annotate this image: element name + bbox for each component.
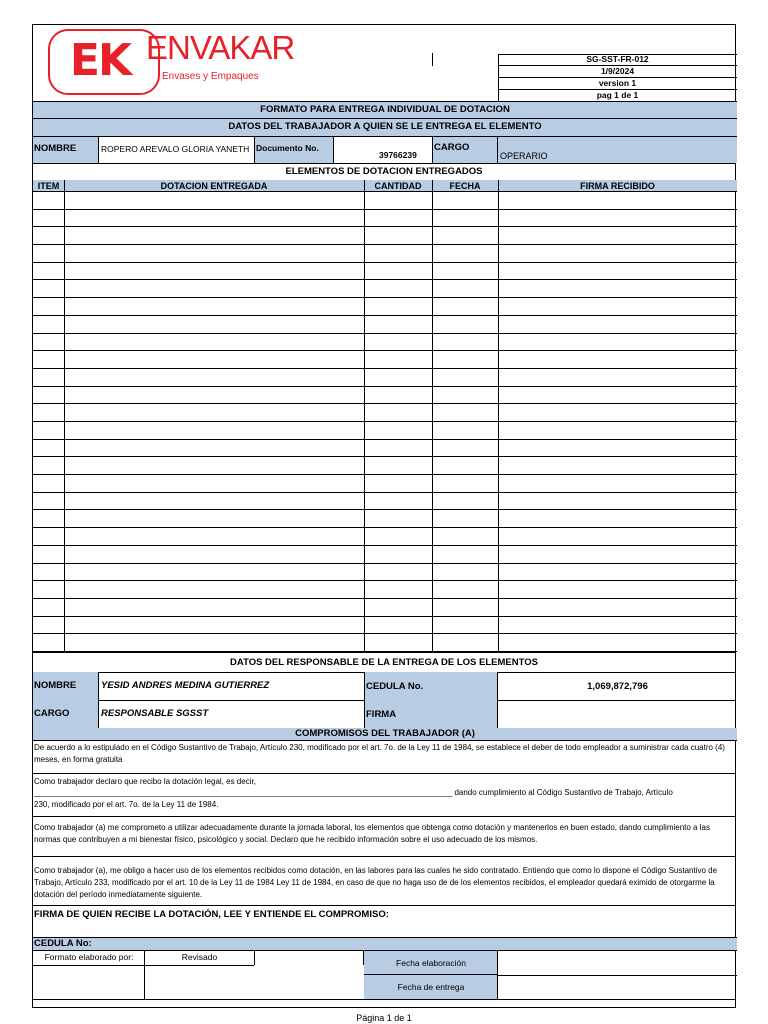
header-column-divider bbox=[364, 180, 365, 192]
table-cell-divider bbox=[432, 564, 433, 581]
table-cell-divider bbox=[498, 528, 499, 545]
doc-date: 1/9/2024 bbox=[600, 66, 635, 76]
commitment-paragraph-3: Como trabajador (a) me comprometo a utilizar adecuadamente durante la jornada laboral, los elementos que obtenga como dotación y mantenerlos en buen estado, dando cumplimiento a las normas que contribuyen a mi bienestar físico, psicológico y social. Declaro que he recibido información sobre el uso adecuado de los mismos. bbox=[34, 823, 710, 844]
table-cell-divider bbox=[432, 634, 433, 651]
table-cell-divider bbox=[364, 280, 365, 297]
table-row bbox=[33, 528, 737, 546]
table-cell-divider bbox=[364, 475, 365, 492]
table-cell-divider bbox=[64, 263, 65, 280]
table-row bbox=[33, 546, 737, 564]
commitment-paragraph-4: Como trabajador (a), me obligo a hacer uso de los elementos recibidos como dotación, en las labores para las cuales he sido contratado. Entiendo que como lo dispone el Código Sustantivo de Trabajo, Artículo 233, modificado por el art. 10 de la Ley 11 de 1984 Ley 11 de 1984, en caso de que no haga uso de de los elementos recibidos, el empleador quedará eximido de otorgarme la dotación del período inmediatamente siguiente. bbox=[34, 866, 718, 899]
table-row bbox=[33, 564, 737, 582]
table-cell-divider bbox=[364, 617, 365, 634]
table-cell-divider bbox=[364, 457, 365, 474]
col-header-firma: FIRMA RECIBIDO bbox=[580, 181, 655, 191]
table-cell-divider bbox=[498, 263, 499, 280]
table-cell-divider bbox=[364, 564, 365, 581]
table-cell-divider bbox=[498, 334, 499, 351]
table-row bbox=[33, 280, 737, 298]
table-cell-divider bbox=[432, 422, 433, 439]
table-cell-divider bbox=[64, 510, 65, 527]
table-cell-divider bbox=[498, 316, 499, 333]
table-cell-divider bbox=[64, 351, 65, 368]
table-cell-divider bbox=[364, 245, 365, 262]
header-column-divider bbox=[498, 180, 499, 192]
commitment-paragraph-2-line-1: Como trabajador declaro que recibo la dotación legal, es decir, bbox=[34, 777, 256, 786]
table-cell-divider bbox=[364, 227, 365, 244]
table-row bbox=[33, 581, 737, 599]
table-cell-divider bbox=[64, 457, 65, 474]
col-header-dotacion: DOTACION ENTREGADA bbox=[160, 181, 268, 191]
table-row bbox=[33, 510, 737, 528]
table-cell-divider bbox=[64, 192, 65, 209]
table-cell-divider bbox=[498, 510, 499, 527]
table-row bbox=[33, 245, 737, 263]
table-row bbox=[33, 422, 737, 440]
reviewed-signature-cell bbox=[254, 951, 364, 965]
form-title: FORMATO PARA ENTREGA INDIVIDUAL DE DOTACION bbox=[260, 104, 510, 115]
date-prepared-label: Fecha elaboración bbox=[396, 958, 466, 968]
table-cell-divider bbox=[364, 634, 365, 651]
commitment-paragraph-2-line-3: 230, modificado por el art. 7o. de la Ley 11 de 1984. bbox=[34, 800, 219, 809]
col-header-item: ITEM bbox=[37, 181, 60, 191]
table-cell-divider bbox=[432, 493, 433, 510]
resp-name-label: NOMBRE bbox=[34, 680, 77, 691]
resp-id-label: CEDULA No. bbox=[366, 681, 424, 692]
table-cell-divider bbox=[432, 316, 433, 333]
table-row bbox=[33, 192, 737, 210]
table-cell-divider bbox=[432, 280, 433, 297]
table-row bbox=[33, 493, 737, 511]
table-cell-divider bbox=[498, 210, 499, 227]
table-row bbox=[33, 210, 737, 228]
table-cell-divider bbox=[498, 351, 499, 368]
table-cell-divider bbox=[498, 387, 499, 404]
worker-role-value: OPERARIO bbox=[500, 151, 548, 161]
table-cell-divider bbox=[64, 210, 65, 227]
brand-name: ENVAKAR bbox=[146, 29, 295, 66]
table-row bbox=[33, 298, 737, 316]
table-cell-divider bbox=[64, 475, 65, 492]
resp-role-label: CARGO bbox=[34, 708, 70, 719]
header-divider bbox=[432, 53, 433, 66]
resp-role-value: RESPONSABLE SGSST bbox=[101, 708, 209, 719]
table-cell-divider bbox=[64, 387, 65, 404]
header-column-divider bbox=[432, 180, 433, 192]
table-cell-divider bbox=[498, 422, 499, 439]
table-cell-divider bbox=[498, 245, 499, 262]
table-cell-divider bbox=[432, 510, 433, 527]
table-cell-divider bbox=[498, 564, 499, 581]
table-cell-divider bbox=[498, 599, 499, 616]
table-cell-divider bbox=[498, 457, 499, 474]
table-cell-divider bbox=[498, 280, 499, 297]
worker-section-title: DATOS DEL TRABAJADOR A QUIEN SE LE ENTREGA EL ELEMENTO bbox=[228, 121, 542, 132]
table-cell-divider bbox=[364, 263, 365, 280]
reviewed-label: Revisado bbox=[181, 952, 218, 962]
table-cell-divider bbox=[498, 440, 499, 457]
table-cell-divider bbox=[64, 564, 65, 581]
table-row bbox=[33, 475, 737, 493]
table-row bbox=[33, 351, 737, 369]
table-cell-divider bbox=[364, 528, 365, 545]
table-row bbox=[33, 457, 737, 475]
table-cell-divider bbox=[432, 440, 433, 457]
table-cell-divider bbox=[432, 546, 433, 563]
table-row bbox=[33, 316, 737, 334]
table-cell-divider bbox=[498, 617, 499, 634]
items-section-title: ELEMENTOS DE DOTACION ENTREGADOS bbox=[285, 166, 483, 177]
col-header-fecha: FECHA bbox=[449, 181, 481, 191]
resp-signature-label: FIRMA bbox=[366, 709, 397, 720]
col-header-cantidad: CANTIDAD bbox=[374, 181, 422, 191]
table-cell-divider bbox=[498, 493, 499, 510]
table-cell-divider bbox=[432, 457, 433, 474]
header-column-divider bbox=[64, 180, 65, 192]
table-cell-divider bbox=[432, 475, 433, 492]
table-cell-divider bbox=[432, 298, 433, 315]
footer-page-number: Página 1 de 1 bbox=[356, 1013, 412, 1023]
table-cell-divider bbox=[498, 634, 499, 651]
table-cell-divider bbox=[364, 210, 365, 227]
table-cell-divider bbox=[364, 581, 365, 598]
table-cell-divider bbox=[432, 369, 433, 386]
table-cell-divider bbox=[364, 404, 365, 421]
table-cell-divider bbox=[498, 581, 499, 598]
table-cell-divider bbox=[64, 422, 65, 439]
table-cell-divider bbox=[64, 546, 65, 563]
table-cell-divider bbox=[432, 404, 433, 421]
table-row bbox=[33, 440, 737, 458]
table-cell-divider bbox=[364, 510, 365, 527]
table-cell-divider bbox=[432, 528, 433, 545]
table-cell-divider bbox=[498, 475, 499, 492]
commitment-paragraph-2-line-2: ______________________________________________________________________________________________ dando cumplimiento al Código Sustantivo de Trabajo, Artículo bbox=[34, 788, 673, 797]
table-cell-divider bbox=[432, 210, 433, 227]
table-row bbox=[33, 387, 737, 405]
recipient-id-label: CEDULA No: bbox=[34, 938, 92, 949]
table-cell-divider bbox=[64, 493, 65, 510]
main-title-band bbox=[33, 101, 737, 119]
table-cell-divider bbox=[432, 263, 433, 280]
table-cell-divider bbox=[432, 245, 433, 262]
resp-name-value: YESID ANDRES MEDINA GUTIERREZ bbox=[101, 680, 270, 691]
recipient-id-band bbox=[33, 937, 737, 951]
table-cell-divider bbox=[64, 298, 65, 315]
worker-doc-value: 39766239 bbox=[379, 150, 417, 160]
table-cell-divider bbox=[64, 528, 65, 545]
commitments-title: COMPROMISOS DEL TRABAJADOR (A) bbox=[295, 728, 475, 739]
table-cell-divider bbox=[64, 404, 65, 421]
prepared-by-label: Formato elaborado por: bbox=[44, 952, 134, 962]
table-cell-divider bbox=[64, 316, 65, 333]
table-cell-divider bbox=[64, 227, 65, 244]
form-sheet bbox=[32, 24, 736, 1008]
table-cell-divider bbox=[364, 440, 365, 457]
brand-tagline: Envases y Empaques bbox=[162, 71, 259, 82]
table-cell-divider bbox=[498, 227, 499, 244]
recipient-signature-prompt: FIRMA DE QUIEN RECIBE LA DOTACIÓN, LEE Y ENTIENDE EL COMPROMISO: bbox=[34, 909, 389, 920]
table-row bbox=[33, 634, 737, 652]
table-cell-divider bbox=[432, 351, 433, 368]
worker-doc-label: Documento No. bbox=[256, 143, 319, 153]
table-row bbox=[33, 617, 737, 635]
table-cell-divider bbox=[364, 422, 365, 439]
table-cell-divider bbox=[64, 617, 65, 634]
table-cell-divider bbox=[364, 369, 365, 386]
table-row bbox=[33, 369, 737, 387]
worker-name-label: NOMBRE bbox=[34, 143, 77, 154]
worker-role-label: CARGO bbox=[434, 142, 470, 153]
table-cell-divider bbox=[64, 369, 65, 386]
table-cell-divider bbox=[64, 280, 65, 297]
table-cell-divider bbox=[64, 334, 65, 351]
responsible-section-title: DATOS DEL RESPONSABLE DE LA ENTREGA DE LOS ELEMENTOS bbox=[230, 657, 538, 668]
table-cell-divider bbox=[64, 634, 65, 651]
items-table-body bbox=[33, 192, 737, 652]
table-cell-divider bbox=[364, 298, 365, 315]
table-cell-divider bbox=[364, 546, 365, 563]
doc-page: pag 1 de 1 bbox=[596, 90, 639, 100]
table-cell-divider bbox=[498, 298, 499, 315]
table-cell-divider bbox=[432, 387, 433, 404]
logo-mark: EK bbox=[69, 35, 131, 86]
commitments-band bbox=[33, 728, 737, 741]
table-row bbox=[33, 227, 737, 245]
commitment-paragraph-1: De acuerdo a lo estipulado en el Código Sustantivo de Trabajo, Artículo 230, modificado por el art. 7o. de la Ley 11 de 1984, se establece el deber de todo empleador a suministrar cada cuatro (4) meses, en forma gratuita bbox=[34, 743, 725, 764]
table-row bbox=[33, 599, 737, 617]
table-cell-divider bbox=[432, 227, 433, 244]
table-cell-divider bbox=[432, 617, 433, 634]
table-cell-divider bbox=[364, 192, 365, 209]
table-cell-divider bbox=[64, 599, 65, 616]
date-delivered-label: Fecha de entrega bbox=[397, 982, 465, 992]
resp-id-value: 1,069,872,796 bbox=[587, 681, 648, 692]
table-cell-divider bbox=[364, 599, 365, 616]
table-cell-divider bbox=[432, 599, 433, 616]
table-cell-divider bbox=[64, 440, 65, 457]
worker-section-band bbox=[33, 119, 737, 137]
table-cell-divider bbox=[432, 192, 433, 209]
table-row bbox=[33, 263, 737, 281]
table-row bbox=[33, 334, 737, 352]
table-cell-divider bbox=[432, 581, 433, 598]
table-cell-divider bbox=[432, 334, 433, 351]
table-cell-divider bbox=[498, 404, 499, 421]
doc-code: SG-SST-FR-012 bbox=[586, 54, 649, 64]
worker-name-value: ROPERO AREVALO GLORIA YANETH bbox=[101, 144, 250, 154]
table-cell-divider bbox=[498, 369, 499, 386]
table-cell-divider bbox=[64, 581, 65, 598]
table-row bbox=[33, 404, 737, 422]
table-cell-divider bbox=[364, 316, 365, 333]
table-cell-divider bbox=[498, 192, 499, 209]
table-cell-divider bbox=[498, 546, 499, 563]
table-cell-divider bbox=[364, 334, 365, 351]
table-cell-divider bbox=[364, 351, 365, 368]
table-cell-divider bbox=[364, 493, 365, 510]
table-cell-divider bbox=[64, 245, 65, 262]
table-cell-divider bbox=[364, 387, 365, 404]
doc-version: version 1 bbox=[598, 78, 637, 88]
